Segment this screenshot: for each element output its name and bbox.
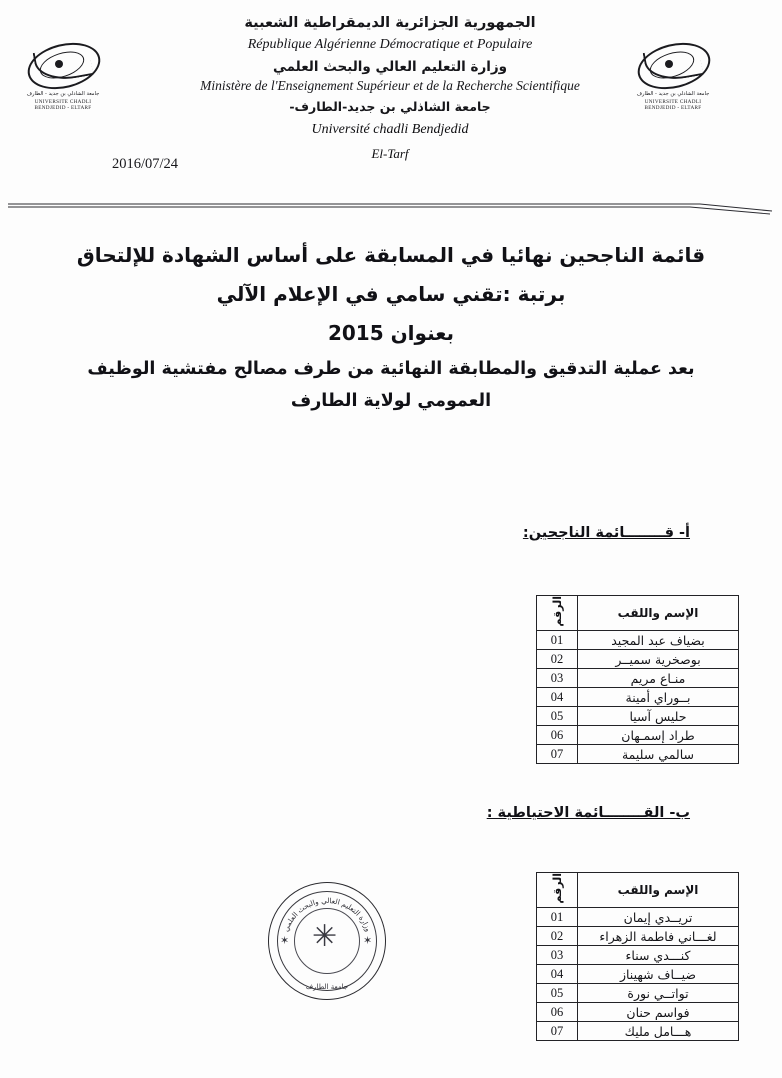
cell-number: 06 (537, 1003, 578, 1022)
section-label-winners: أ- قــــــــائمة الناجحين: (522, 525, 690, 541)
cell-name: سالمي سليمة (578, 745, 739, 764)
university-name-fr: Université chadli Bendjedid (311, 122, 469, 138)
university-emblem-icon (635, 42, 711, 88)
university-name-ar: جامعة الشاذلي بن جديد-الطارف- (289, 98, 491, 114)
logo-left-caption-fr: UNIVERSITE CHADLI BENDJEDID - ELTARF (34, 98, 92, 111)
cell-name: طراد إسمـهان (578, 726, 739, 745)
official-stamp-icon (268, 882, 386, 1000)
cell-name: تريــدي إيمان (578, 908, 739, 927)
cell-name: بــوراي أمينة (578, 688, 739, 707)
cell-name: فواسم حنان (578, 1003, 739, 1022)
stamp-star-icon: ✳ (312, 919, 338, 954)
ministry-name-ar: وزارة التعليم العالي والبحث العلمي (272, 58, 508, 75)
table-row (537, 688, 739, 707)
republic-name-ar: الجمهورية الجزائرية الديمقراطية الشعبية (244, 15, 536, 31)
table-row (537, 1003, 739, 1022)
header-text-block (150, 12, 630, 162)
cell-name: تواتــي نورة (578, 984, 739, 1003)
cell-name: منـاع مريم (578, 669, 739, 688)
cell-name: بضياف عبد المجيد (578, 631, 739, 650)
title-line-4: بعد عملية التدقيق والمطابقة النهائية من طرف مصالح مفتشية الوظيف (87, 359, 695, 379)
cell-number: 05 (537, 707, 578, 726)
logo-right-caption-fr: UNIVERSITE CHADLI BENDJEDID - ELTARF (644, 98, 702, 111)
stamp-arc-text: وزارة التعليم العالي والبحث العلمي (281, 895, 373, 933)
cell-number: 02 (537, 927, 578, 946)
document-title (60, 236, 722, 418)
table-row (537, 984, 739, 1003)
document-header (0, 8, 782, 198)
cell-number: 06 (537, 726, 578, 745)
winners-table (536, 595, 739, 764)
cell-name: كنـــدي سناء (578, 946, 739, 965)
document-date: 2016/07/24 (112, 156, 179, 172)
university-logo-right (630, 42, 716, 111)
university-emblem-icon (25, 42, 101, 88)
cell-number: 02 (537, 650, 578, 669)
reserve-table-body (537, 908, 739, 1041)
table-row (537, 669, 739, 688)
table-row (537, 927, 739, 946)
reserve-table-wrapper (536, 872, 739, 1041)
header-divider (0, 200, 782, 216)
cell-name: هـــامل مليك (578, 1022, 739, 1041)
stamp-star-right-icon: ✶ (363, 934, 373, 947)
column-header-name: الإسم واللقب (578, 596, 739, 631)
section-label-reserve: ب- القــــــــائمة الاحتياطية : (486, 805, 690, 821)
cell-number: 07 (537, 1022, 578, 1041)
cell-number: 04 (537, 965, 578, 984)
cell-name: ضيــاف شهيناز (578, 965, 739, 984)
table-row (537, 946, 739, 965)
column-header-number (537, 873, 578, 908)
table-row (537, 631, 739, 650)
university-logo-left (20, 42, 106, 111)
column-header-number-label: الرقم (550, 596, 564, 627)
logo-right-caption-ar: جامعة الشاذلي بن جديد - الطارف (636, 91, 710, 97)
column-header-name: الإسم واللقب (578, 873, 739, 908)
cell-number: 07 (537, 745, 578, 764)
stamp-bottom-text: جامعة الطارف (305, 983, 349, 991)
stamp-star-left-icon: ✶ (280, 934, 290, 947)
table-row (537, 707, 739, 726)
table-row (537, 726, 739, 745)
cell-number: 01 (537, 631, 578, 650)
column-header-number (537, 596, 578, 631)
ministry-name-fr: Ministère de l'Enseignement Supérieur et de la Recherche Scientifique (200, 77, 580, 93)
reserve-table (536, 872, 739, 1041)
column-header-number-label: الرقم (550, 873, 564, 904)
cell-name: لغـــاني فاطمة الزهراء (578, 927, 739, 946)
winners-table-body (537, 631, 739, 764)
logo-left-caption-ar: جامعة الشاذلي بن جديد - الطارف (26, 91, 100, 97)
city-name-fr: El-Tarf (371, 146, 409, 162)
table-row (537, 908, 739, 927)
republic-name-fr: République Algérienne Démocratique et Populaire (247, 37, 533, 53)
title-line-3: بعنوان 2015 (327, 321, 455, 345)
cell-number: 03 (537, 669, 578, 688)
table-row (537, 650, 739, 669)
table-row (537, 1022, 739, 1041)
cell-number: 01 (537, 908, 578, 927)
cell-number: 03 (537, 946, 578, 965)
table-header-row (537, 596, 739, 631)
cell-number: 04 (537, 688, 578, 707)
title-line-2: برتبة :تقني سامي في الإعلام الآلي (216, 282, 566, 306)
title-line-1: قائمة الناجحين نهائيا في المسابقة على أساس الشهادة للإلتحاق (76, 243, 706, 267)
cell-name: حليس آسيا (578, 707, 739, 726)
cell-name: بوصخرية سميــر (578, 650, 739, 669)
table-row (537, 965, 739, 984)
table-header-row (537, 873, 739, 908)
winners-table-wrapper (536, 595, 739, 764)
cell-number: 05 (537, 984, 578, 1003)
title-line-5: العمومي لولاية الطارف (290, 391, 492, 412)
table-row (537, 745, 739, 764)
